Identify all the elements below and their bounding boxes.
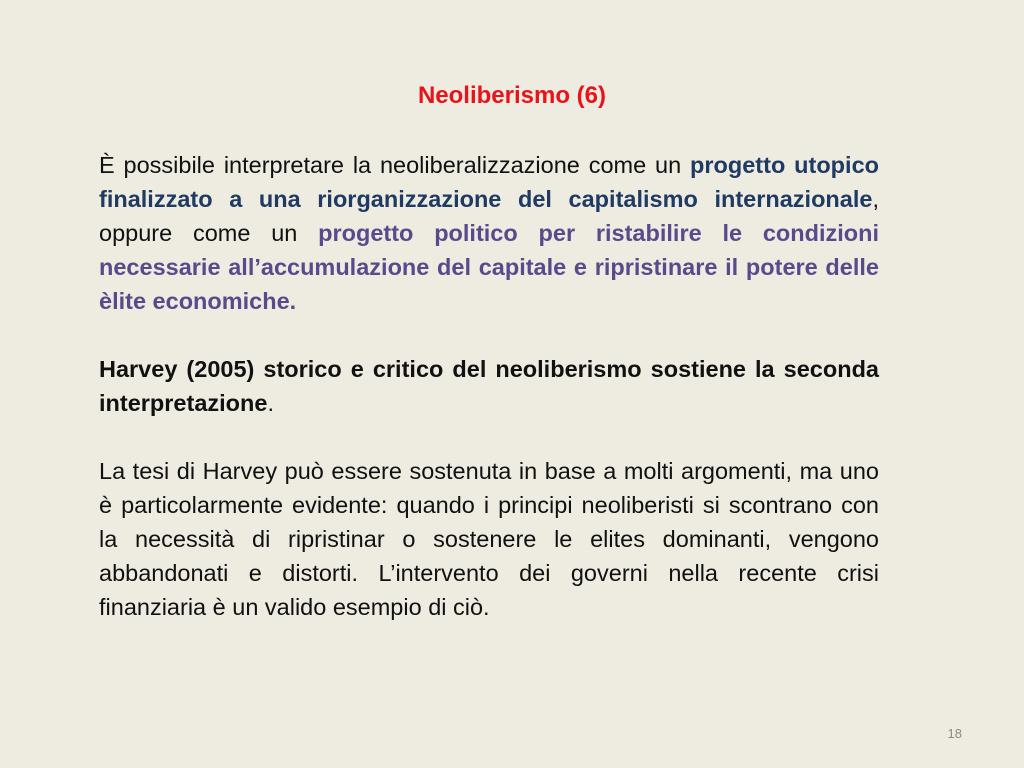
paragraph-harvey [99,352,879,420]
slide-body [99,148,879,624]
harvey-statement: Harvey (2005) storico e critico del neoliberismo sostiene la seconda interpretazione [99,356,879,416]
paragraph-text: , oppure come un [99,186,879,246]
paragraph-thesis: La tesi di Harvey può essere sostenuta in base a molti argomenti, ma uno è particolarmente evidente: quando i principi neoliberisti si scontrano con la necessità di ripristinar o sostenere le elites dominanti, vengono abbandonati e distorti. L’intervento dei governi nella recente crisi finanziaria è un valido esempio di ciò. [99,458,879,620]
paragraph-end: . [267,390,274,416]
spacer [99,318,879,352]
slide-title: Neoliberismo (6) [417,82,607,109]
paragraph-interpretations [99,148,879,318]
paragraph-text: È possibile interpretare la neoliberalizzazione come un [99,152,691,178]
highlight-utopian-project: progetto utopico finalizzato a una riorganizzazione del capitalismo internazionale [99,152,879,212]
highlight-political-project: progetto politico per ristabilire le condizioni necessarie all’accumulazione del capitale e ripristinare il potere delle èlite economiche. [99,220,879,314]
spacer [99,420,879,454]
page-number: 18 [947,726,962,741]
